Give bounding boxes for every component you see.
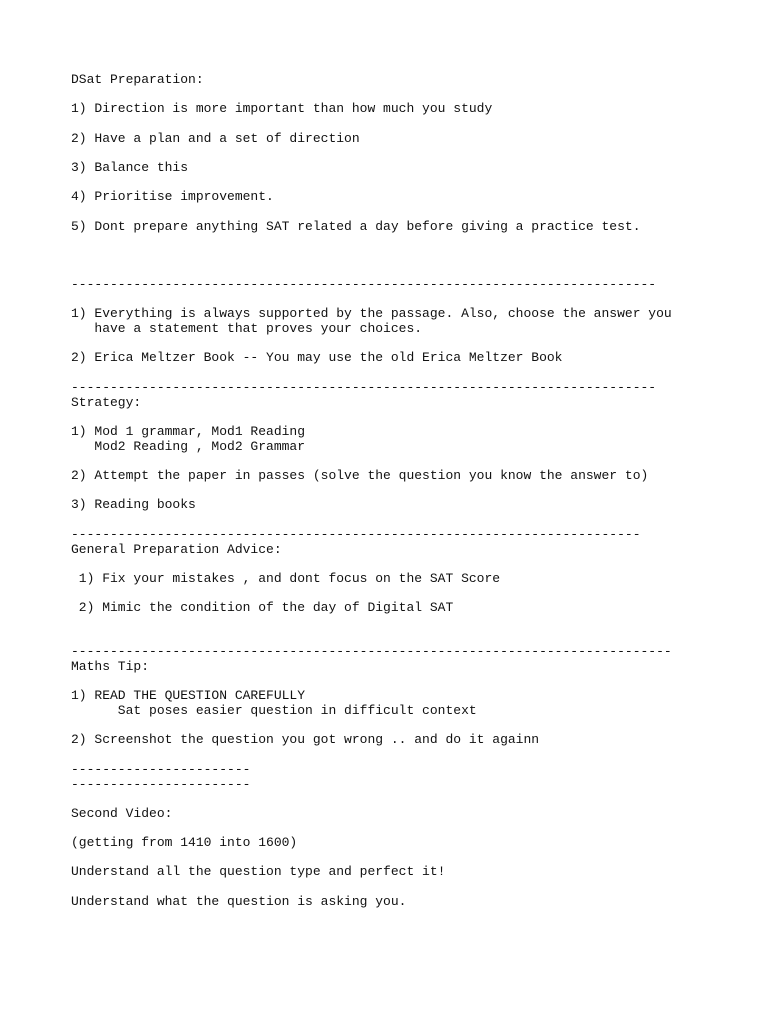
general-point-2: 2) Mimic the condition of the day of Digital SAT xyxy=(71,600,454,615)
reading-point-1: 1) Everything is always supported by the passage. Also, choose the answer you xyxy=(71,306,672,321)
reading-point-1-continued: have a statement that proves your choices. xyxy=(71,321,423,336)
divider-2: --------------------------------------------------------------------------- xyxy=(71,380,657,395)
document-heading: DSat Preparation: xyxy=(71,72,204,87)
strategy-heading: Strategy: xyxy=(71,395,142,410)
maths-point-1-continued: Sat poses easier question in difficult context xyxy=(71,703,477,718)
reading-point-2: 2) Erica Meltzer Book -- You may use the old Erica Meltzer Book xyxy=(71,350,563,365)
maths-point-1: 1) READ THE QUESTION CAREFULLY xyxy=(71,688,306,703)
strategy-point-2: 2) Attempt the paper in passes (solve the question you know the answer to) xyxy=(71,468,649,483)
general-point-1: 1) Fix your mistakes , and dont focus on the SAT Score xyxy=(71,571,501,586)
prep-point-5: 5) Dont prepare anything SAT related a day before giving a practice test. xyxy=(71,219,641,234)
second-video-heading: Second Video: xyxy=(71,806,173,821)
general-advice-heading: General Preparation Advice: xyxy=(71,542,282,557)
second-video-line-1: (getting from 1410 into 1600) xyxy=(71,835,298,850)
strategy-point-3: 3) Reading books xyxy=(71,497,196,512)
strategy-point-1-continued: Mod2 Reading , Mod2 Grammar xyxy=(71,439,306,454)
maths-point-2: 2) Screenshot the question you got wrong .. and do it againn xyxy=(71,732,540,747)
prep-point-2: 2) Have a plan and a set of direction xyxy=(71,131,360,146)
second-video-line-3: Understand what the question is asking you. xyxy=(71,894,407,909)
divider-3: ------------------------------------------------------------------------- xyxy=(71,527,641,542)
prep-point-3: 3) Balance this xyxy=(71,160,189,175)
strategy-point-1: 1) Mod 1 grammar, Mod1 Reading xyxy=(71,424,306,439)
divider-4: ----------------------------------------------------------------------------- xyxy=(71,644,672,659)
divider-1: --------------------------------------------------------------------------- xyxy=(71,277,657,292)
divider-5a: ----------------------- xyxy=(71,762,251,777)
prep-point-4: 4) Prioritise improvement. xyxy=(71,189,274,204)
prep-point-1: 1) Direction is more important than how much you study xyxy=(71,101,493,116)
second-video-line-2: Understand all the question type and perfect it! xyxy=(71,864,446,879)
maths-tip-heading: Maths Tip: xyxy=(71,659,150,674)
divider-5b: ----------------------- xyxy=(71,777,251,792)
